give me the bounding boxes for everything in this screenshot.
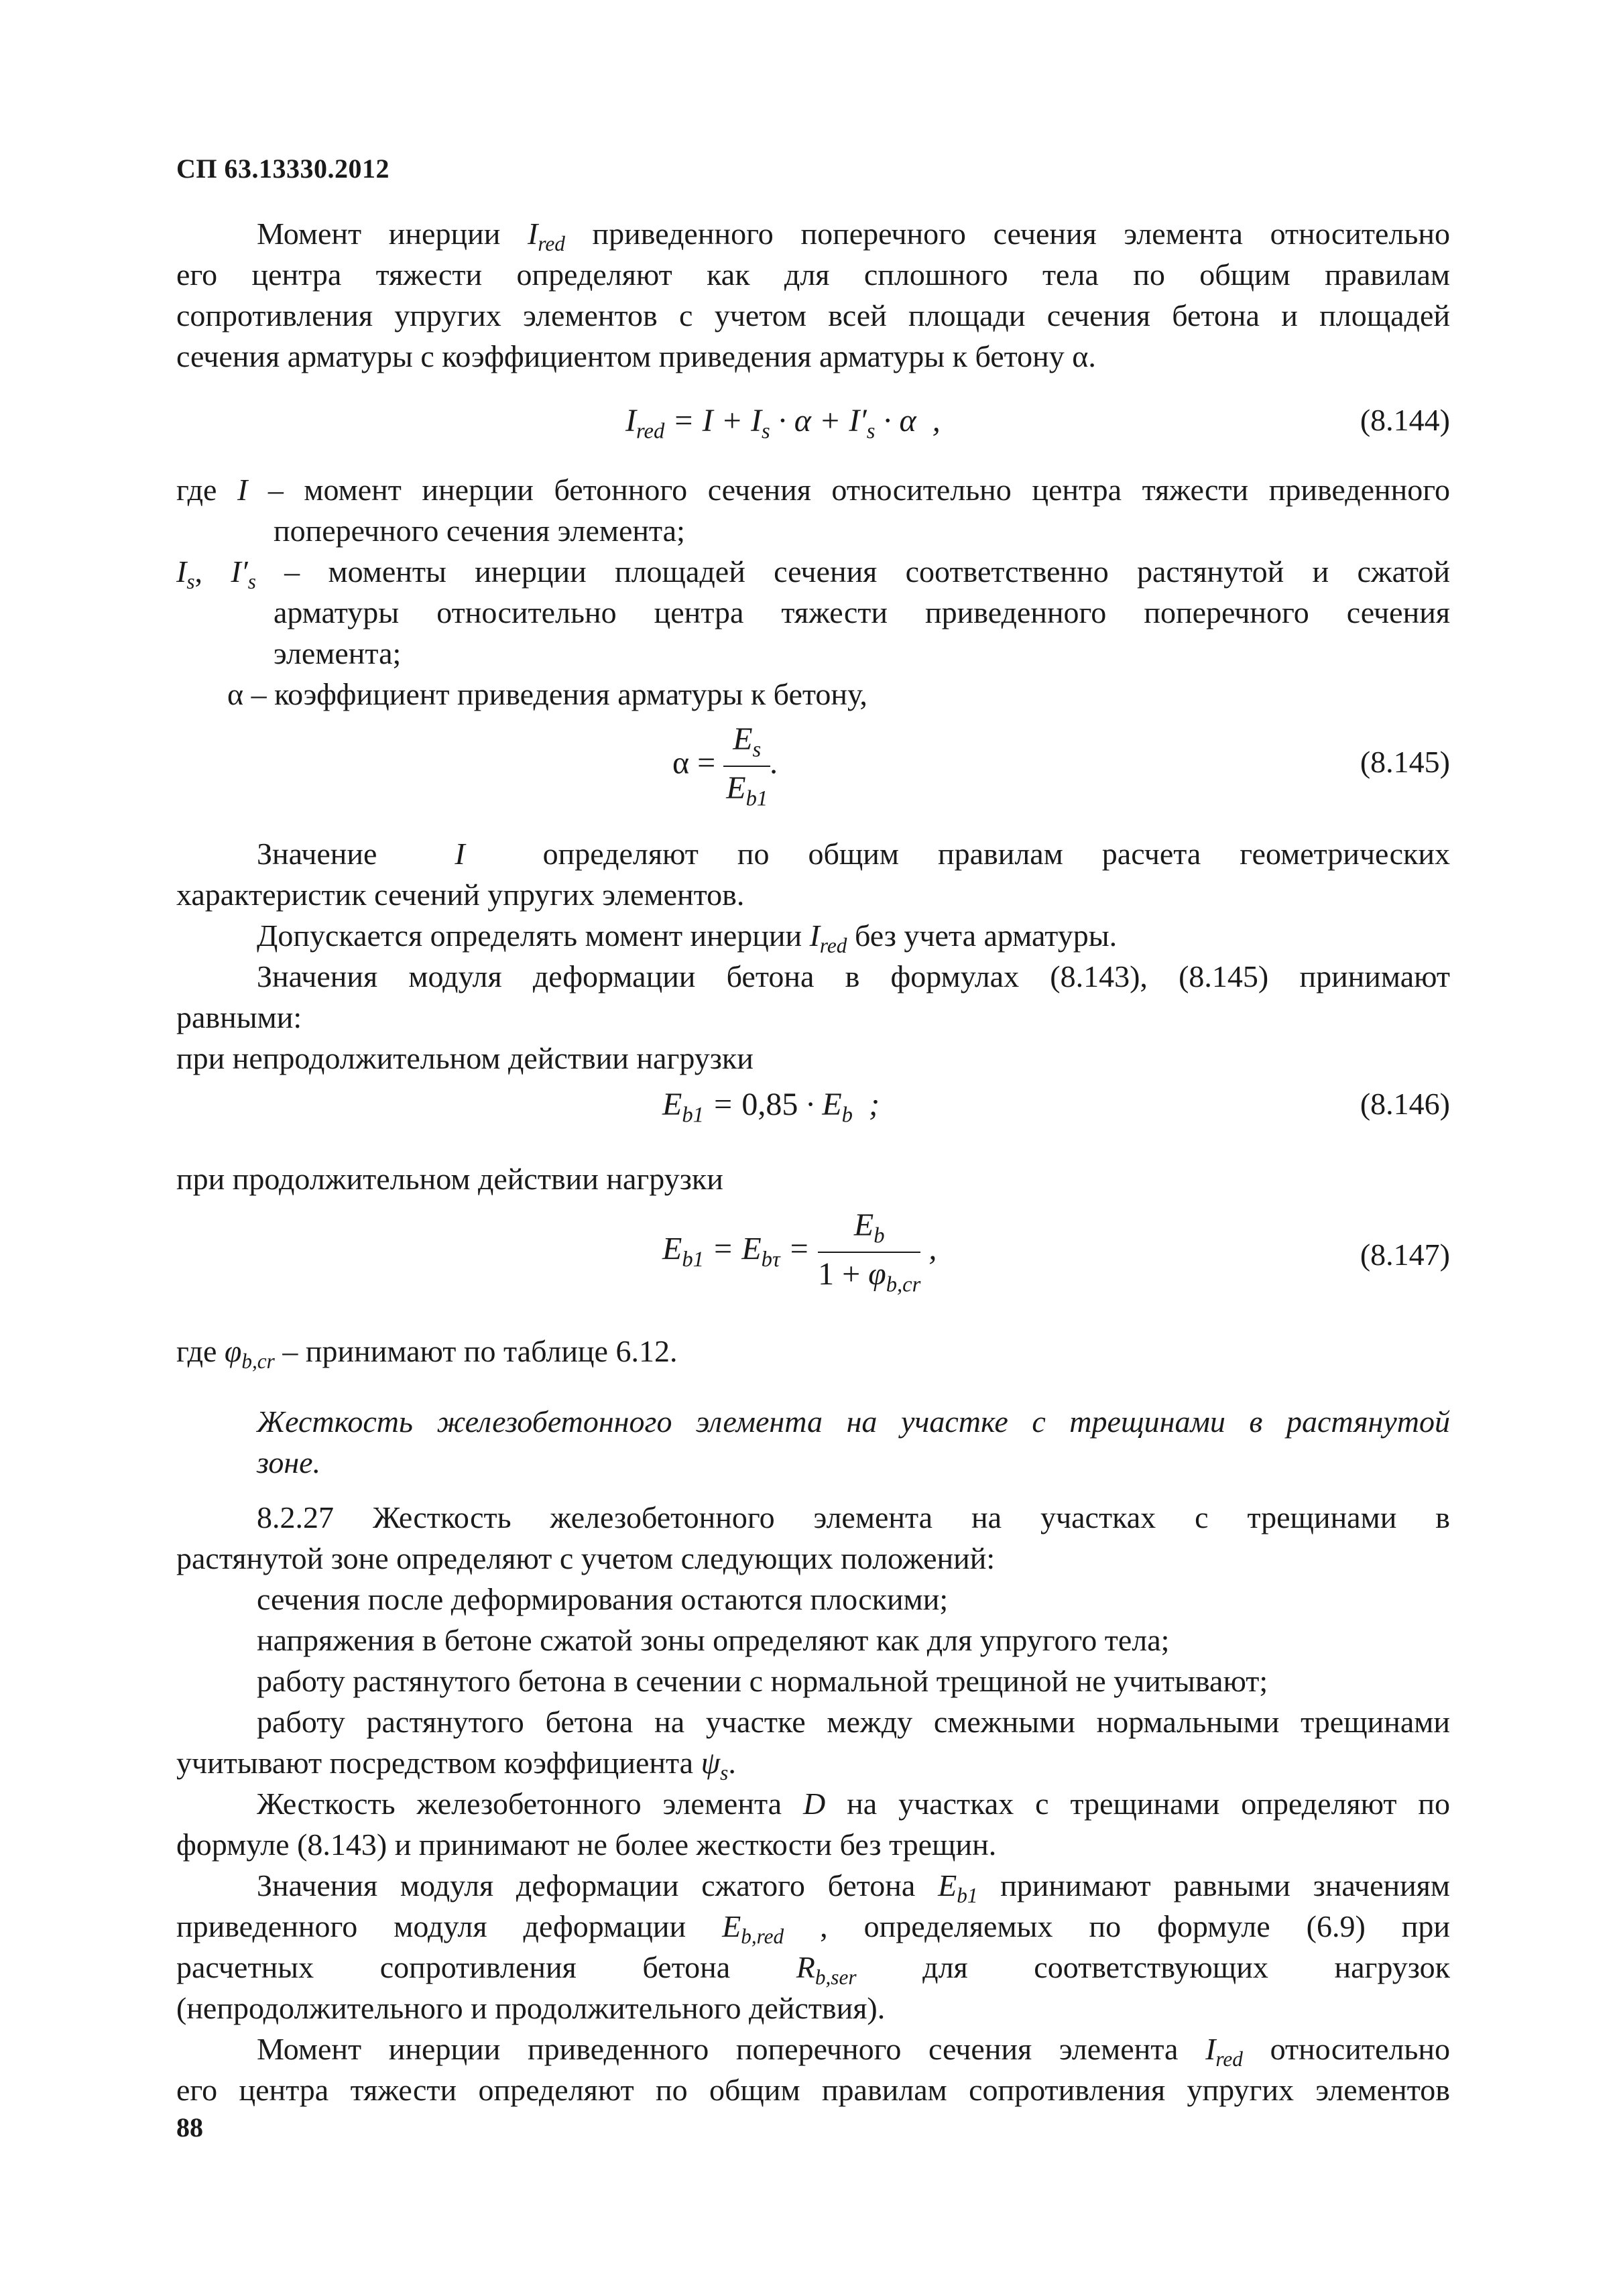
paragraph-long-term xyxy=(176,1158,1450,1199)
paragraph-stiffness-D xyxy=(176,1783,1450,1865)
text-line: при продолжительном действии нагрузки xyxy=(176,1162,723,1196)
text-line: Жесткость железобетонного элемента на участке с трещинами в растянутой xyxy=(257,1404,1450,1439)
equation-number: (8.145) xyxy=(1360,745,1450,779)
equation-number: (8.144) xyxy=(1360,403,1450,437)
text-line: сопротивления упругих элементов с учетом всей площади сечения бетона и площадей xyxy=(176,298,1450,333)
text-line: Момент инерции $I_{red}$ приведенного поперечного сечения элемента относительно xyxy=(257,217,1450,256)
text-line: равными: xyxy=(176,1000,302,1034)
formula-8-145: α = $\frac{E_s}{E_{b1}}$ . xyxy=(672,721,779,811)
text-line: учитывают посредством коэффициента $\psi_s$. xyxy=(176,1746,736,1785)
text-line: его центра тяжести определяют по общим правилам сопротивления упругих элементов xyxy=(176,2073,1450,2107)
text-line: элемента; xyxy=(274,636,402,670)
text-line: 8.2.27 Жесткость железобетонного элемента на участках с трещинами в xyxy=(257,1500,1450,1534)
text-line: при непродолжительном действии нагрузки xyxy=(176,1041,754,1075)
fraction: $\frac{E_s}{E_{b1}}$ xyxy=(723,721,770,811)
text-line: формуле (8.143) и принимают не более жесткости без трещин. xyxy=(176,1827,997,1862)
definition-alpha: α – коэффициент приведения арматуры к бетону, xyxy=(227,677,867,711)
text-line: Допускается определять момент инерции $I_{red}$ без учета арматуры. xyxy=(257,918,1118,958)
definition-I: где I – момент инерции бетонного сечения относительно центра тяжести приведенного xyxy=(176,473,1450,507)
text-line: расчетных сопротивления бетона $R_{b,ser}$ для соответствующих нагрузок xyxy=(176,1950,1450,1990)
text-line: Значения модуля деформации сжатого бетона $E_{b1}$ принимают равными значениям xyxy=(257,1868,1450,1908)
text-line: растянутой зоне определяют с учетом следующих положений: xyxy=(176,1541,996,1575)
equation-number: (8.146) xyxy=(1360,1087,1450,1121)
paragraph-moment-continued xyxy=(176,2029,1450,2110)
definition-phi xyxy=(176,1331,1450,1372)
text-line: Значение I определяют по общим правилам расчета геометрических xyxy=(257,837,1450,871)
document-header: СП 63.13330.2012 xyxy=(176,154,389,184)
text-line: работу растянутого бетона в сечении с нормальной трещиной не учитывают; xyxy=(257,1664,1268,1698)
text-line: где $\varphi_{b,cr}$ – принимают по таблице 6.12. xyxy=(176,1334,678,1374)
text-line: характеристик сечений упругих элементов. xyxy=(176,878,745,912)
fraction: $\frac{E_b}{1 + \varphi_{b,cr}}$ xyxy=(818,1207,921,1297)
text-line: его центра тяжести определяют как для сплошного тела по общим правилам xyxy=(176,257,1450,292)
text-line: приведенного модуля деформации $E_{b,red}$ , определяемых по формуле (6.9) при xyxy=(176,1909,1450,1949)
text-line: зоне. xyxy=(257,1445,321,1479)
paragraph-modulus-Eb1 xyxy=(176,1865,1450,2029)
text-line: сечения арматуры с коэффициентом приведения арматуры к бетону α. xyxy=(176,339,1096,373)
definition-Is: $I_s$, $I'_s$ – моменты инерции площадей сечения соответственно растянутой и сжатой xyxy=(176,554,1451,594)
page-number: 88 xyxy=(176,2112,203,2142)
equation-number: (8.147) xyxy=(1360,1237,1450,1272)
text-line: поперечного сечения элемента; xyxy=(274,513,685,548)
text-line: Значения модуля деформации бетона в формулах (8.143), (8.145) принимают xyxy=(257,959,1450,993)
text-line: напряжения в бетоне сжатой зоны определяют как для упругого тела; xyxy=(257,1623,1170,1657)
text-line: (непродолжительного и продолжительного действия). xyxy=(176,1991,886,2025)
text-line: Момент инерции приведенного поперечного сечения элемента $I_{red}$ относительно xyxy=(257,2032,1450,2071)
formula-8-144: $I_{red} = I + I_s \cdot \alpha + I'_s \cdot \alpha$ , xyxy=(625,403,941,444)
paragraph-8-2-27 xyxy=(176,1497,1450,1783)
paragraph-value-I xyxy=(176,833,1450,1079)
definition-list xyxy=(176,469,1450,715)
text-line: арматуры относительно центра тяжести приведенного поперечного сечения xyxy=(274,595,1450,629)
paragraph-moment-of-inertia xyxy=(176,213,1450,377)
text-line: работу растянутого бетона на участке между смежными нормальными трещинами xyxy=(257,1705,1450,1739)
text-line: сечения после деформирования остаются плоскими; xyxy=(257,1582,949,1616)
formula-8-147: $E_{b1} = E_{b\tau}$ = $\frac{E_b}{1 + \varphi_{b,cr}}$ , xyxy=(662,1207,937,1297)
text-line: Жесткость железобетонного элемента D на участках с трещинами определяют по xyxy=(257,1787,1450,1821)
section-heading-italic xyxy=(176,1401,1450,1483)
formula-8-146: $E_{b1} = 0,85 \cdot E_b$ ; xyxy=(662,1087,880,1128)
